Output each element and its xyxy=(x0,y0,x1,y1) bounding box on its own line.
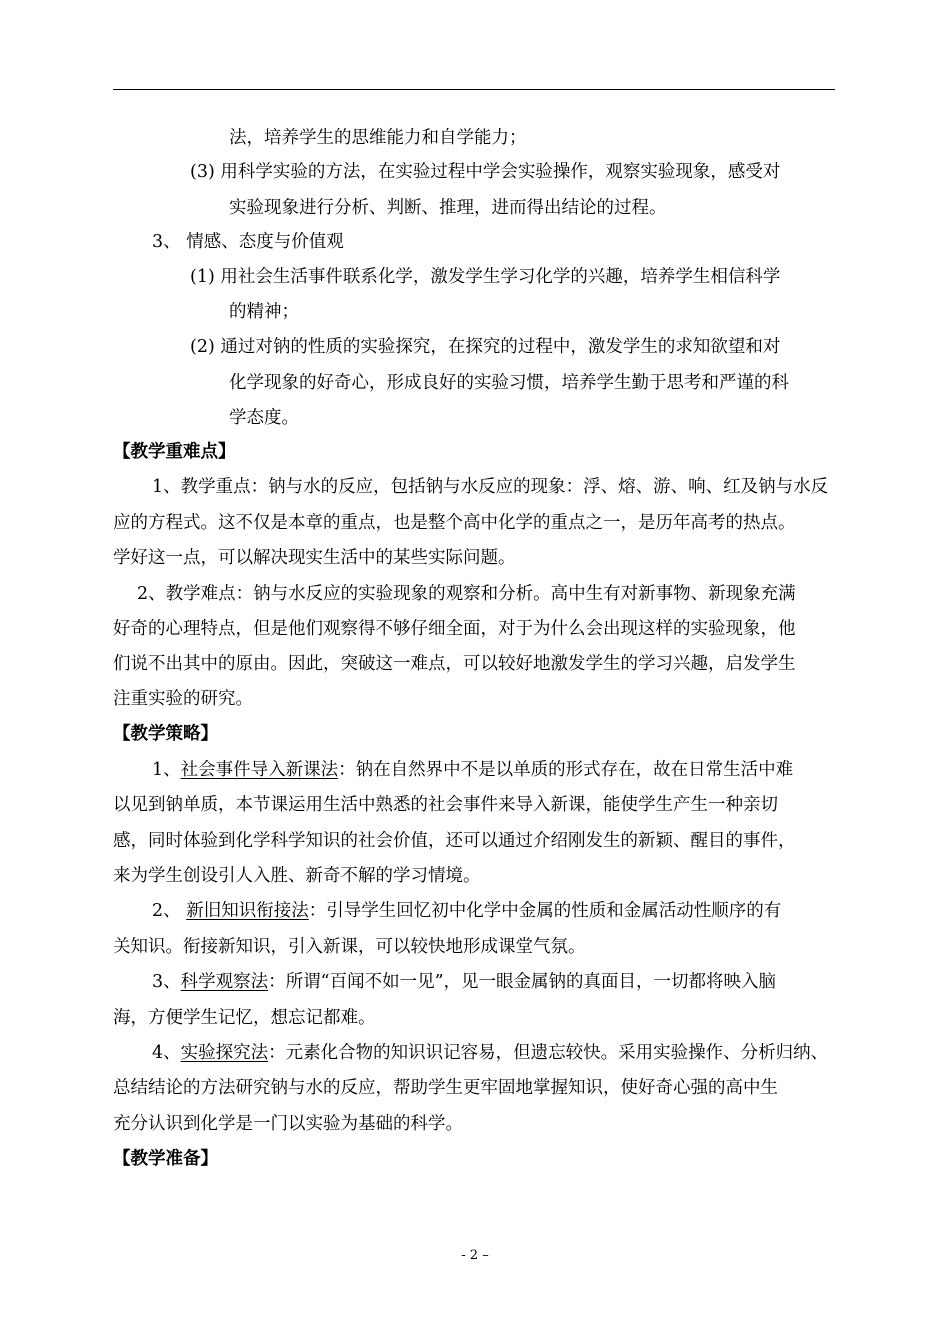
strategy-2 xyxy=(152,899,781,923)
text-line: 学好这一点，可以解决现实生活中的某些实际问题。 xyxy=(113,548,516,568)
text-line: 充分认识到化学是一门以实验为基础的科学。 xyxy=(113,1114,463,1134)
text-line: 应的方程式。这不仅是本章的重点，也是整个高中化学的重点之一，是历年高考的热点。 xyxy=(113,513,796,533)
text-line: 关知识。衔接新知识，引入新课，可以较快地形成课堂气氛。 xyxy=(113,937,586,957)
key-point-1: 1、教学重点：钠与水的反应，包括钠与水反应的现象：浮、熔、游、响、红及钠与水反 xyxy=(152,477,829,497)
text-line: 实验现象进行分析、判断、推理，进而得出结论的过程。 xyxy=(229,198,667,218)
strategy-term: 实验探究法 xyxy=(180,1043,269,1063)
text-line: 总结结论的方法研究钠与水的反应，帮助学生更牢固地掌握知识，使好奇心强的高中生 xyxy=(113,1078,778,1098)
strategy-number: 1、 xyxy=(152,760,181,780)
section-heading-strategy: 【教学策略】 xyxy=(113,724,218,744)
text-line: 的精神； xyxy=(229,302,299,322)
text-line: 好奇的心理特点，但是他们观察得不够仔细全面，对于为什么会出现这样的实验现象，他 xyxy=(113,619,796,639)
strategy-number: 2、 xyxy=(152,901,187,921)
text-line: 化学现象的好奇心，形成良好的实验习惯，培养学生勤于思考和严谨的科 xyxy=(229,373,789,393)
strategy-term: 社会事件导入新课法 xyxy=(180,760,339,780)
strategy-text: ：元素化合物的知识识记容易，但遗忘较快。采用实验操作、分析归纳、 xyxy=(268,1043,829,1063)
text-line: 法，培养学生的思维能力和自学能力； xyxy=(229,128,527,148)
strategy-term: 科学观察法 xyxy=(180,972,269,992)
strategy-text: ：钠在自然界中不是以单质的形式存在，故在日常生活中难 xyxy=(338,760,794,780)
list-item-1: (1) 用社会生活事件联系化学，激发学生学习化学的兴趣，培养学生相信科学 xyxy=(190,267,781,287)
page-number: - 2 – xyxy=(461,1248,489,1263)
list-item-2: (2) 通过对钠的性质的实验探究，在探究的过程中，激发学生的求知欲望和对 xyxy=(190,337,781,357)
key-point-2: 2、教学难点：钠与水反应的实验现象的观察和分析。高中生有对新事物、新现象充满 xyxy=(137,584,796,604)
strategy-text: ：所谓“百闻不如一见”，见一眼金属钠的真面目，一切都将映入脑 xyxy=(268,972,777,992)
text-line: 注重实验的研究。 xyxy=(113,689,253,709)
text-line: 以见到钠单质，本节课运用生活中熟悉的社会事件来导入新课，能使学生产生一种亲切 xyxy=(113,795,778,815)
strategy-1 xyxy=(152,758,793,782)
strategy-term: 新旧知识衔接法 xyxy=(186,901,309,921)
strategy-3 xyxy=(152,970,776,994)
text-line: 来为学生创设引人入胜、新奇不解的学习情境。 xyxy=(113,866,481,886)
text-line: 感，同时体验到化学科学知识的社会价值，还可以通过介绍刚发生的新颖、醒目的事件， xyxy=(113,831,796,851)
text-line: 海，方便学生记忆，想忘记都难。 xyxy=(113,1008,376,1028)
header-rule xyxy=(113,89,835,90)
list-item-3: (3) 用科学实验的方法，在实验过程中学会实验操作，观察实验现象，感受对 xyxy=(190,162,781,182)
strategy-number: 4、 xyxy=(152,1043,181,1063)
section-heading-key-points: 【教学重难点】 xyxy=(113,442,236,462)
text-line: 们说不出其中的原由。因此，突破这一难点，可以较好地激发学生的学习兴趣，启发学生 xyxy=(113,654,796,674)
section-heading-preparation: 【教学准备】 xyxy=(113,1149,218,1169)
strategy-4 xyxy=(152,1041,828,1065)
strategy-text: ：引导学生回忆初中化学中金属的性质和金属活动性顺序的有 xyxy=(308,901,782,921)
strategy-number: 3、 xyxy=(152,972,181,992)
text-line: 学态度。 xyxy=(229,408,299,428)
section-3-heading: 3、 情感、态度与价值观 xyxy=(152,232,344,252)
